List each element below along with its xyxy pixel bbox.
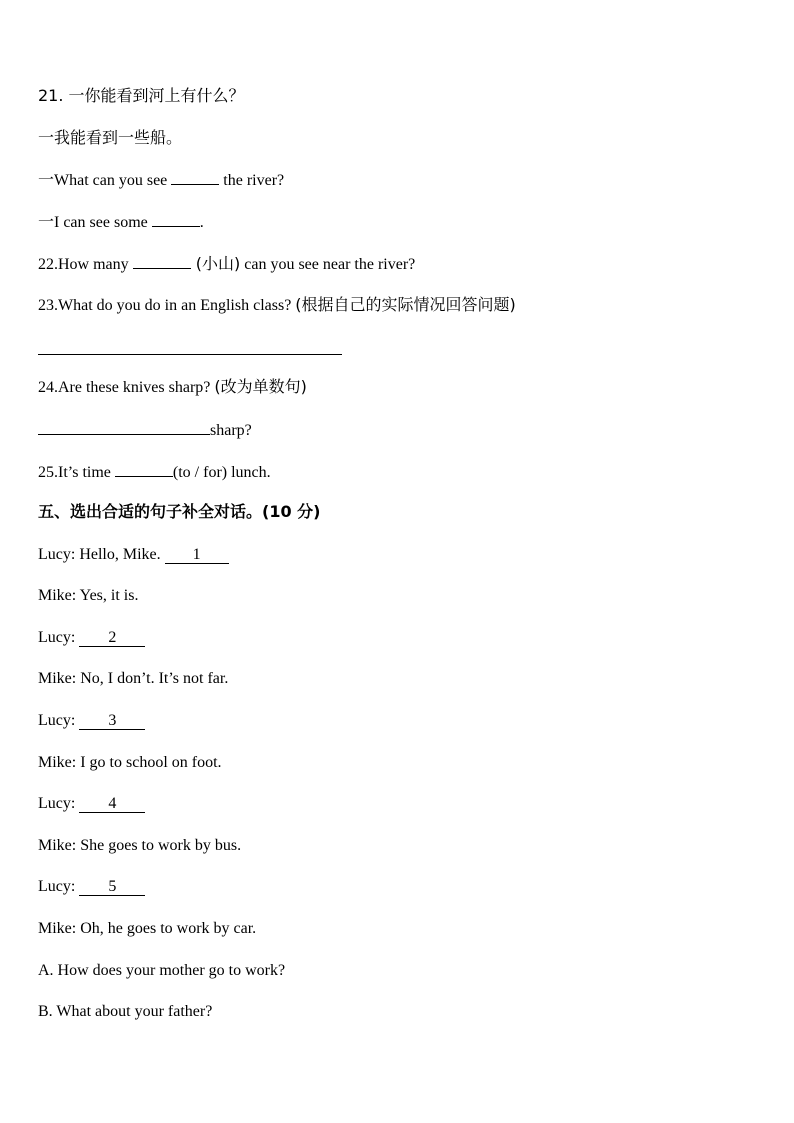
q24-blank[interactable]	[38, 420, 210, 435]
dialogue-text: She goes to work by bus.	[76, 837, 242, 854]
q23-hint: (根据自己的实际情况回答问题)	[295, 295, 516, 314]
dialogue-line	[38, 545, 229, 565]
dialogue-blank-5[interactable]: 5	[79, 879, 145, 896]
q25-blank[interactable]	[115, 462, 173, 477]
dialogue-text: Yes, it is.	[76, 587, 139, 604]
dialogue-speaker: Lucy:	[38, 712, 76, 729]
q21-english-question-end: the river?	[219, 172, 285, 189]
q21-blank-2[interactable]	[152, 212, 200, 227]
dialogue-speaker: Mike:	[38, 670, 77, 687]
q23-answer-line[interactable]	[38, 354, 342, 355]
dialogue-line	[38, 586, 138, 606]
q21-chinese-answer: 一我能看到一些船。	[38, 128, 183, 147]
q23-line	[38, 295, 516, 316]
dialogue-line	[38, 753, 222, 773]
q25-text: 25.It’s time	[38, 464, 115, 481]
q25-line	[38, 462, 271, 483]
q22-text: 22.How many	[38, 256, 133, 273]
q24-answer-line	[38, 420, 252, 441]
dialogue-speaker: Lucy:	[38, 546, 76, 563]
dialogue-speaker: Mike:	[38, 587, 77, 604]
q22-blank[interactable]	[133, 254, 191, 269]
q24-text: 24.Are these knives sharp?	[38, 379, 215, 396]
dialogue-speaker: Lucy:	[38, 795, 76, 812]
q23-text: 23.What do you do in an English class?	[38, 297, 296, 314]
dialogue-speaker: Mike:	[38, 837, 77, 854]
q21-english-question-text: 一What can you see	[38, 172, 172, 189]
dialogue-text: Oh, he goes to work by car.	[76, 920, 257, 937]
dialogue-line	[38, 711, 145, 731]
q24-answer-end: sharp?	[210, 422, 252, 439]
q21-english-answer	[38, 212, 204, 233]
q21-english-answer-end: .	[199, 214, 204, 231]
q21-chinese-question: 21. 一你能看到河上有什么？	[38, 86, 245, 105]
q24-hint: (改为单数句)	[214, 377, 307, 396]
dialogue-blank-3[interactable]: 3	[79, 713, 145, 730]
q25-text-end: (to / for) lunch.	[172, 464, 271, 481]
dialogue-blank-4[interactable]: 4	[79, 796, 145, 813]
dialogue-text: Hello, Mike.	[75, 546, 165, 563]
q21-english-answer-text: 一I can see some	[38, 214, 152, 231]
q22-hint: (小山)	[190, 254, 241, 273]
section-5-heading: 五、选出合适的句子补全对话。(10 分)	[38, 502, 321, 521]
dialogue-speaker: Lucy:	[38, 629, 76, 646]
dialogue-text: I go to school on foot.	[76, 754, 222, 771]
dialogue-speaker: Mike:	[38, 920, 77, 937]
dialogue-speaker: Lucy:	[38, 878, 76, 895]
dialogue-text: No, I don’t. It’s not far.	[76, 670, 229, 687]
dialogue-speaker: Mike:	[38, 754, 77, 771]
q22-text-end: can you see near the river?	[240, 256, 416, 273]
dialogue-line	[38, 628, 145, 648]
q22-line	[38, 254, 415, 275]
dialogue-blank-1[interactable]: 1	[165, 547, 229, 564]
q21-english-question	[38, 170, 284, 191]
q21-blank-1[interactable]	[171, 170, 219, 185]
dialogue-line	[38, 794, 145, 814]
option-a: A. How does your mother go to work?	[38, 962, 286, 979]
dialogue-line	[38, 836, 241, 856]
dialogue-line	[38, 919, 256, 939]
q24-line	[38, 377, 307, 398]
dialogue-blank-2[interactable]: 2	[79, 630, 145, 647]
dialogue-line	[38, 877, 145, 897]
option-b: B. What about your father?	[38, 1003, 213, 1020]
dialogue-line	[38, 669, 228, 689]
